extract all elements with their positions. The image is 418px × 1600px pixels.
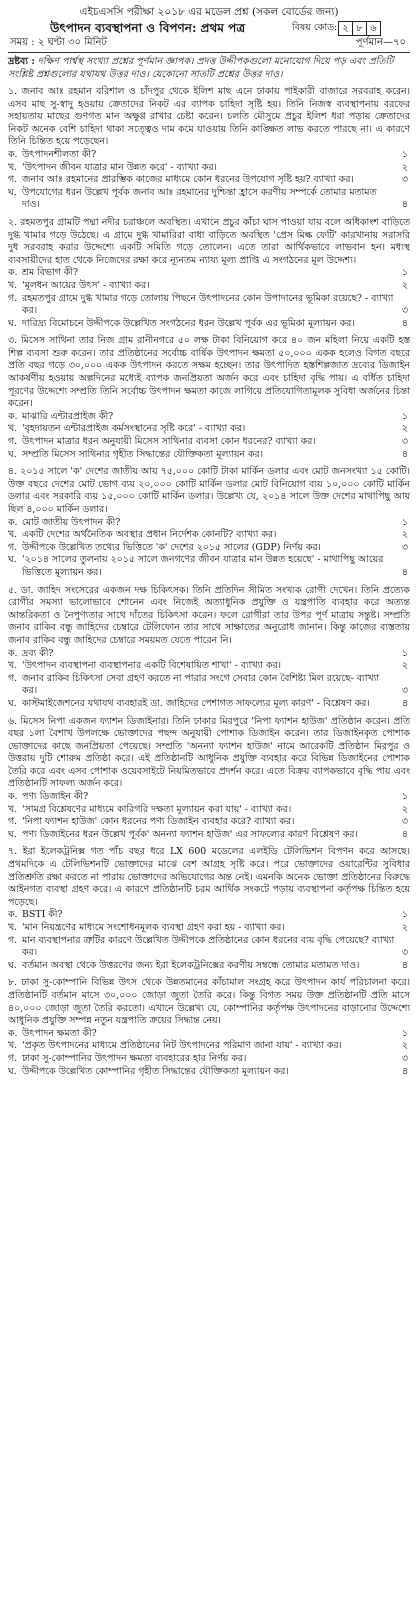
- sub-question-text: বর্তমান অবস্থা থেকে উত্তরণের জন্য ইরা ইলেকট্রনিক্সের করণীয় সম্বন্ধে তোমার মতামত দাও।: [22, 959, 360, 971]
- sub-question-text: 'বৃহদায়তন এন্টারপ্রাইজ কর্মসংস্থানের সৃষ্টি করে' - ব্যাখ্যা কর।: [22, 423, 246, 435]
- question-stem: ৪. ২০১৫ সালে 'ক' দেশের জাতীয় আয় ৭৫,০০০ কোটি টাকা মার্কিন ডলার এবং মোট জনসংখ্যা ১৫ কোটি। উক্ত বছরে দেশের মোট ভোগ ব্যয় ২০,০০০ কোটি মার্কিন ডলার মোট বিনিয়োগ ব্যয় ১০,০০০ কোটি মার্কিন ডলার এবং সরকারি ব্যয় ১৫,০০০ কোটি মার্কিন ডলার। উল্লেখ্য যে, ২০১৪ সালে উক্ত দেশের মাথাপিছু আয় ছিল ৪,০০০ মার্কিন ডলার।: [8, 466, 410, 515]
- question-stem: ৩. মিসেস সাথিনা তার নিজ গ্রাম রানীনগরে ৫০ লক্ষ টাকা বিনিয়োগ করে ৪০ জন মহিলা নিয়ে একটি হস্ত শিল্প ব্যবসা শুরু করেন। তার প্রতিষ্ঠানের সর্বোচ্চ বার্ষিক উৎপাদন ক্ষমতা ৫০,০০০ একক হলেও বিগত বছরে প্রতি বছর গড়ে ৩০,০০০ একক উৎপাদন করতে সক্ষম হচ্ছেন। তার উৎপাদিত হস্তশিল্পজাত দ্রব্যের ডিজাইন আকর্ষণীয় হওয়ায় অল্পদিনের মধ্যেই ব্যাপক জনপ্রিয়তা অর্জন করে এবং চাহিদা বৃদ্ধি পায়। এ বর্ধিত চাহিদা পূরণের উদ্দেশ্যে সম্প্রতি তিনি সর্বোচ্চ উৎপাদন ক্ষমতা কাজে লাগিয়ে প্রতিযোগিতামূলক সুবিধা অর্জনের চিন্তা করেন।: [8, 335, 410, 410]
- question-6: [8, 716, 410, 842]
- sub-question-marks: ৪: [401, 566, 408, 578]
- sub-question-label: খ.: [8, 803, 18, 815]
- subject-row: [8, 20, 410, 36]
- question-5: [8, 585, 410, 711]
- sub-question-marks: ৪: [401, 448, 408, 460]
- sub-question-marks: ১: [401, 909, 408, 921]
- question-list: [8, 86, 410, 1078]
- sub-question: [8, 673, 410, 698]
- sub-question-marks: ৪: [401, 1065, 408, 1077]
- subject-title: উৎপাদন ব্যবস্থাপনা ও বিপণন: প্রথম পত্র: [50, 21, 246, 35]
- question-stem: ১. জনাব আঃ রহমান বরিশাল ও চাঁদপুর থেকে ইলিশ মাছ এনে ঢাকায় পাইকারী বাজারে সরবরাহ করেন। এসব মাছ সু-স্বাদু হওয়ায় ক্রেতাদের নিকট এর ব্যাপক চাহিদা সৃষ্টি হয়। তিনি নিজস্ব ব্যবস্থাপনায় বরফের সহায়তায় মাছের গুণগত মান অক্ষুণ্ণ রাখার চেষ্টা করেন। চলতি মৌসুমে প্রচুর ইলিশ ধরা পড়ায় ক্রেতাদের নিকট অনেক বেশি চাহিদা থাকা সত্ত্বেও দাম কমে যাওয়ায় তিনি কাঙ্ক্ষিত লাভ করতে পারছে না। এ কারণে তিনি চিন্তিত হয়ে পড়েছেন।: [8, 86, 410, 148]
- sub-question-text: পণ্য ডিজাইনের ধরন উল্লেখ পূর্বক' অনন্যা ফ্যাশন হাউজ' এর সাফল্যের কারণ বিশ্লেষণ কর।: [22, 828, 358, 840]
- time-marks-row: [8, 36, 410, 50]
- question-stem: ২. রহমতপুর গ্রামটি পদ্মা নদীর চরাঞ্চলে অবস্থিত। এখানে প্রচুর কাঁচা ঘাস পাওয়া যায় বলে অধিকাংশ বাড়িতে দুগ্ধ খামার গড়ে উঠেছে। এ গ্রামে দুগ্ধ খামারিরা বাধা বাড়িতে অবস্থিত 'প্রেস মিল্ক ফেটি' কারখানায় সরাসরি দুধ সরবরাহ করার উদ্দেশ্যে একটি সমিতি গড়ে তোলেন। এতে তারা আর্থিকভাবে লাভবান হন। মধ্যস্থ ব্যবসায়ীদের হাত থেকে নিজেদের রক্ষা করে ন্যূনতম ন্যায্য মূল্য প্রাপ্তি এ সংগঠনের মূল উদ্দেশ্য।: [8, 216, 410, 266]
- sub-question-marks: ৪: [401, 828, 408, 840]
- sub-question-marks: ২: [401, 1040, 408, 1052]
- sub-question-label: ক.: [8, 410, 18, 422]
- sub-question: [8, 554, 410, 579]
- sub-question: [8, 804, 410, 817]
- subject-code-boxes: [338, 21, 381, 36]
- sub-question-label: খ.: [8, 529, 18, 541]
- header-divider: [8, 52, 410, 53]
- subject-code-digit: ২: [342, 23, 349, 34]
- sub-question-marks: ১: [401, 647, 408, 659]
- sub-question-text: 'নিপা ফ্যাশন হাউজ' কোন ধরনের পণ্য ডিজাইন ব্যবহার করে? ব্যাখ্যা কর।: [22, 816, 295, 828]
- sub-question-label: খ.: [8, 1040, 18, 1052]
- sub-question: [8, 529, 410, 542]
- subject-code-digit: ৮: [352, 22, 366, 35]
- sub-question-text: মোট জাতীয় উৎপাদন কী?: [22, 516, 121, 528]
- sub-question-text: শ্রম বিভাগ কী?: [22, 267, 78, 279]
- sub-question-text: জনাব রাকিব চিকিৎসা সেবা গ্রহণ করতে না পারার সংগে সেবার কোন বৈশিষ্ট্য মিল রয়েছে- ব্যাখ্যা কর।: [22, 672, 380, 697]
- sub-question-marks: ৪: [401, 959, 408, 971]
- sub-question: [8, 1040, 410, 1053]
- sub-question: [8, 280, 410, 293]
- sub-question-marks: ৩: [401, 685, 408, 697]
- sub-question-text: উৎপাদন মাত্রার ধরন অনুযায়ী মিসেস সাথিনার ব্যবসা কোন ধরনের? ব্যাখ্যা কর।: [22, 436, 316, 448]
- sub-question-label: খ.: [8, 279, 18, 291]
- sub-question-label: খ.: [8, 423, 18, 435]
- sub-question-label: খ.: [8, 161, 18, 173]
- sub-question-label: গ.: [8, 292, 18, 304]
- exam-time: সময় : ২ ঘণ্টা ৩০ মিনিট: [10, 37, 107, 48]
- sub-question: [8, 660, 410, 673]
- sub-question-label: গ.: [8, 934, 18, 946]
- exam-title-line: এইচএসসি পরীক্ষা ২০১৮ এর মডেল প্রশ্ন (সকল বোর্ডের জন্য): [79, 6, 339, 18]
- sub-question-label: ঘ.: [8, 448, 17, 460]
- sub-question-marks: ৪: [401, 317, 408, 329]
- sub-question-label: ঘ.: [8, 1065, 17, 1077]
- sub-question-text: 'মূলধন আয়ের উৎস' - ব্যাখ্যা কর।: [22, 279, 150, 291]
- sub-question-marks: ৩: [401, 947, 408, 959]
- sub-question-text: দ্রব্য কী?: [22, 647, 54, 659]
- sub-question-text: কাস্টমাইজেশনের যথাযথ ব্যবহারই ডা. জাহিদের পেশাগত সাফল্যের মূল্য কারণ' - বিশ্লেষণ কর।: [22, 697, 370, 709]
- sub-question: [8, 187, 410, 212]
- sub-question: [8, 922, 410, 935]
- sub-question-marks: ১: [401, 1027, 408, 1039]
- sub-question-text: উৎপাদনশীলতা কী?: [22, 148, 97, 160]
- sub-question-text: উৎপাদন ক্ষমতা কী?: [22, 1027, 97, 1039]
- sub-question: [8, 960, 410, 973]
- sub-question-text: BSTI কী?: [22, 909, 63, 921]
- sub-question-marks: ৩: [401, 436, 408, 448]
- sub-question-marks: ৩: [401, 541, 408, 553]
- sub-question-text: 'প্রকৃত উৎপাদনের মাধ্যমে প্রতিষ্ঠানের নিট উৎপাদনের পরিমাণ জানা যায়' - ব্যাখ্যা কর।: [22, 1040, 342, 1052]
- sub-question-label: খ.: [8, 922, 18, 933]
- sub-question-text: 'সামগ্র বিশ্লেষণের মাধ্যমে কারিগরি দক্ষতা মূল্যায়ন করা যায়' - ব্যাখ্যা কর।: [22, 803, 292, 815]
- sub-question-label: ঘ.: [8, 828, 17, 840]
- sub-question-marks: ২: [401, 529, 408, 541]
- sub-question-text: ঢাকা সু-কোম্পানির উৎপাদন ক্ষমতা ব্যবহারের হার নির্ণয় কর।: [22, 1052, 247, 1064]
- sub-question-text: জনাব আঃ রহমানের প্রারম্ভিক কাজের মাধ্যমে কোন ধরনের উপযোগ সৃষ্টি হয়? ব্যাখ্যা কর।: [22, 174, 354, 186]
- sub-question-label: ক.: [8, 516, 18, 528]
- sub-question-marks: ১: [401, 148, 408, 160]
- question-stem: ৬. মিসেস নিপা একজন ফ্যাশন ডিজাইনার। তিনি ঢাকার মিরপুরে 'নিপা ফ্যাশন হাউজ' প্রতিষ্ঠান করেন। প্রতি বছর ১লা বৈশাখ উপলক্ষে ভোক্তাদের পছন্দ অনুযায়ী পোশাক ডিজাইন করেন। তার ডিজাইনকৃত পোশাক ভোক্তাদের কাছে জনপ্রিয়তা পেয়েছে। সম্প্রতি 'অনন্যা ফ্যাশন হাউজ' নামে আরেকটি প্রতিষ্ঠান মিরপুর ও উত্তরায় দুটি শোরুম প্রতিষ্ঠা করে। এই প্রতিষ্ঠানটি আধুনিক প্রযুক্তি ব্যবহার করে বিভিন্ন ডিজাইনের পোশাক তৈরি করে এবং এসব পোশাক ওয়েবসাইটে নিয়মিতভাবে প্রদর্শন করে। এতে বিক্রয় ব্যাপকভাবে বৃদ্ধি পায় এবং প্রতিষ্ঠানটি সাফল্য অর্জন করে।: [8, 715, 410, 790]
- sub-question: [8, 909, 410, 922]
- sub-question-text: 'উৎপাদন জীবন যাত্রার মান উন্নত করে' - ব্যাখ্যা কর।: [22, 161, 217, 173]
- sub-question-marks: ৩: [401, 174, 408, 186]
- sub-question-marks: ১: [401, 410, 408, 422]
- sub-question-marks: ২: [401, 161, 408, 173]
- sub-question: [8, 1028, 410, 1041]
- subject-code-digit: ৬: [366, 22, 380, 35]
- sub-question-marks: ৩: [401, 305, 408, 317]
- sub-question-marks: ২: [401, 423, 408, 435]
- sub-question-label: ঘ.: [8, 554, 17, 566]
- question-stem: ৭. ইরা ইলেকট্রনিক্স গত পাঁচ বছর ধরে LX 600 মডেলের এলইডি টেলিভিশন বিপণন করে আসছে। প্রথমদিকে এ টেলিভিশনটি ভোক্তাদের মাঝে বেশ আগ্রহ সৃষ্টি করে। পরে ভোক্তাদের ওয়ারেন্টির সুবিধার প্রতিশ্রুতি রক্ষা করতে না পারায় ভোক্তাদের অভিযোগের অন্ত নেই। এমনকি অনেক ভোক্তা প্রতিষ্ঠানের বিরুদ্ধে আইনগত ব্যবস্থা গ্রহণ করে। এ কারণে প্রতিষ্ঠানটি চরম আর্থিক সংকটে পড়ায় ব্যবস্থাপনা কর্তৃপক্ষ চিন্তিত হয়ে পড়েছে।: [8, 846, 410, 908]
- sub-question-text: রহমতপুর গ্রামে দুগ্ধ খামার গড়ে তোলায় পিছনে উৎপাদনের কোন উপাদানের ভূমিকা রয়েছে? - ব্যাখ্যা কর।: [22, 292, 394, 317]
- sub-question: [8, 318, 410, 331]
- instruction-label: দ্রষ্টব্য :: [8, 56, 35, 67]
- sub-question-text: 'উৎপাদন ব্যবস্থাপনা ব্যবস্থাপনার একটি বিশেষায়িত শাখা' - ব্যাখ্যা কর।: [22, 660, 282, 672]
- sub-question-marks: ৪: [401, 697, 408, 709]
- sub-question-label: গ.: [8, 672, 18, 684]
- sub-question-marks: ১: [401, 267, 408, 279]
- sub-question-text: 'মান নিয়ন্ত্রণের মাধ্যমে সংশোধনমূলক ব্যবস্থা গ্রহণ করা হয় - ব্যাখ্যা কর।: [22, 922, 285, 933]
- sub-question-text: উপযোগের ধরন উল্লেখ পূর্বক জনাব আঃ রহমানের দুশ্চিন্তা হ্রাসে করণীয় সম্পর্কে তোমার মতামত দাও।: [22, 186, 377, 211]
- sub-question: [8, 648, 410, 661]
- sub-question: [8, 542, 410, 555]
- question-2: [8, 217, 410, 330]
- sub-question-marks: ২: [401, 922, 408, 933]
- sub-question-text: মাঝারি এন্টারপ্রাইজ কী?: [22, 410, 114, 422]
- sub-question-text: উদ্দীপকে উল্লেখিত কোম্পানির গৃহীত সিদ্ধান্তের যৌক্তিকতা মূল্যায়ন কর।: [22, 1065, 289, 1077]
- sub-question: [8, 174, 410, 187]
- sub-question-marks: ২: [401, 803, 408, 815]
- sub-question-label: ক.: [8, 1027, 18, 1039]
- sub-question-label: ঘ.: [8, 186, 17, 198]
- sub-question-label: ঘ.: [8, 697, 17, 709]
- sub-question-label: ক.: [8, 909, 18, 921]
- sub-question: [8, 149, 410, 162]
- sub-question-label: গ.: [8, 816, 18, 828]
- sub-question-marks: ২: [401, 660, 408, 672]
- question-7: [8, 846, 410, 972]
- sub-question: [8, 1053, 410, 1066]
- question-3: [8, 335, 410, 461]
- sub-question-text: একটি দেশের অর্থনৈতিক অবস্থার প্রধান নির্দেশক কোনটি? ব্যাখ্যা কর।: [22, 529, 277, 541]
- sub-question: [8, 1066, 410, 1079]
- instruction-note: [8, 56, 410, 81]
- sub-question: [8, 293, 410, 318]
- sub-question: [8, 791, 410, 804]
- sub-question: [8, 829, 410, 842]
- subject-code-label: বিষয় কোড:: [292, 22, 338, 33]
- sub-question: [8, 411, 410, 424]
- question-8: [8, 977, 410, 1078]
- instruction-text: দক্ষিণ পার্শ্বস্থ সংখ্যা প্রশ্নের পূর্ণমান জ্ঞাপক। প্রদত্ত উদ্দীপকগুলো মনোযোগ দিয়ে পড় এবং প্রতিটি সংশ্লিষ্ট প্রশ্নগুলোর যথাযথ উত্তর দাও। যেকোনো সাতটি প্রশ্নের উত্তর দাও।: [8, 56, 394, 80]
- sub-question-marks: ১: [401, 516, 408, 528]
- sub-question-label: গ.: [8, 1052, 18, 1064]
- sub-question-marks: ৩: [401, 1052, 408, 1064]
- sub-question-label: গ.: [8, 436, 18, 448]
- sub-question-text: সম্প্রতি মিসেস সাথিনার গৃহীত সিদ্ধান্তের যৌক্তিকতা মূল্যায়ন কর।: [22, 448, 264, 460]
- sub-question: [8, 935, 410, 960]
- sub-question-label: ঘ.: [8, 317, 17, 329]
- sub-question: [8, 449, 410, 462]
- sub-question: [8, 267, 410, 280]
- sub-question: [8, 698, 410, 711]
- sub-question-text: পণ্য ডিজাইন কী?: [22, 791, 89, 803]
- sub-question-text: উদ্দীপকে উল্লেখিত তথ্যের ভিত্তিতে 'ক' দেশের ২০১৫ সালের (GDP) নির্ণয় কর।: [22, 541, 321, 553]
- question-stem: ৫. ডা. জাহিদ সংসেরের একজন দক্ষ চিকিৎসক। তিনি প্রতিদিন সীমিত সংখ্যক রোগী দেখেন। তিনি প্রত্যেক রোগীর সমস্যা ভালোভাবে শোনেন এবং নিজেই অত্যাধুনিক প্রযুক্তি ও যন্ত্রপাতি ব্যবহার করে অত্যন্ত আন্তরিকতা ও নৈপুণ্যতার সাথে দাঁতের চিকিৎসা করেন। ফলে রোগীরা তার উপর পূর্ণ মাত্রায় সন্তুষ্ট। সম্প্রতি জনাব রাকিব বন্ধু জাহিদের চেম্বারে টেলিফোন তার সাথে সাক্ষাতের অনুরোধ জানান। কিন্তু কাজের ব্যস্ততায় জনাব রাকিব বন্ধু জাহিদের চেম্বারে সময়মত যেতে পারেন নি।: [8, 584, 410, 646]
- sub-question-label: ক.: [8, 148, 18, 160]
- sub-question-marks: ১: [401, 791, 408, 803]
- sub-question-label: ক.: [8, 267, 18, 279]
- sub-question-text: মান ব্যবস্থাপনার ত্রুটির কারণে উল্লেখিত উদ্দীপকে প্রতিষ্ঠানের কোন ধরনের ব্যয় বৃদ্ধি পেয়েছে? ব্যাখ্যা কর।: [22, 934, 395, 959]
- question-stem: ৮. ঢাকা সু-কোম্পানি বিভিন্ন উৎস থেকে উন্নতমানের কাঁচামাল সংগ্রহ করে উৎপাদন কার্য পরিচালনা করে। প্রতিষ্ঠানটি বর্তমান মাসে ৩০,০০০ জোড়া জুতা তৈরি করে। কিন্তু বিগত সময় উক্ত প্রতিষ্ঠানটি প্রতি মাসে ৪০,০০০ জোড়া জুতা তৈরি করতো। এখানে উল্লেখ্য যে, কোম্পানির কর্তৃপক্ষ উৎপাদনের বাড়ানোর উদ্দেশ্যে আধুনিক প্রযুক্তি সম্পন্ন নতুন যন্ত্রপাতি ক্রয়ের সিদ্ধান্ত নেয়।: [8, 977, 410, 1027]
- sub-question-text: দারিদ্র্য বিমোচনে উদ্দীপকে উল্লেখিত সংগঠনের ধরন উল্লেখ পূর্বক এর ভূমিকা মূল্যায়ন কর।: [22, 317, 355, 329]
- sub-question-label: গ.: [8, 174, 18, 186]
- sub-question-label: ক.: [8, 791, 18, 803]
- sub-question-marks: ৪: [401, 199, 408, 211]
- sub-question-label: ক.: [8, 647, 18, 659]
- full-marks: পূর্ণমান—৭০: [355, 37, 406, 48]
- sub-question: [8, 517, 410, 530]
- sub-question-label: খ.: [8, 660, 18, 672]
- sub-question: [8, 816, 410, 829]
- sub-question: [8, 162, 410, 175]
- sub-question-label: গ.: [8, 541, 18, 553]
- sub-question-marks: ৩: [401, 816, 408, 828]
- sub-question: [8, 436, 410, 449]
- sub-question-marks: ২: [401, 279, 408, 291]
- question-1: [8, 86, 410, 212]
- sub-question-text: '২০১৪ সালের তুলনায় ২০১৫ সালে জনগণের জীবন যাত্রার মান উন্নত হয়েছে' - মাথাপিছু আয়ের ভিত্তিতে মূল্যায়ন কর।: [22, 554, 384, 578]
- sub-question-label: ঘ.: [8, 959, 17, 971]
- question-4: [8, 466, 410, 579]
- sub-question: [8, 423, 410, 436]
